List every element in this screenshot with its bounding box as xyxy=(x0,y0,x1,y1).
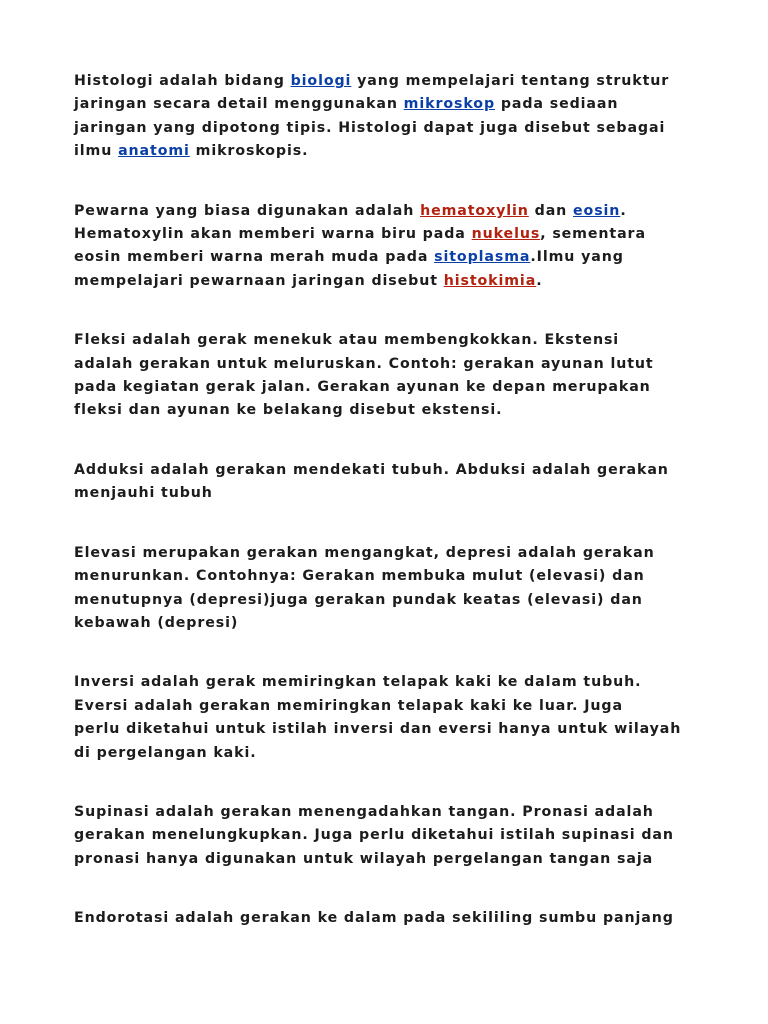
paragraph-endorotasi xyxy=(74,907,704,930)
paragraph-gap xyxy=(74,164,704,200)
text-line: Adduksi adalah gerakan mendekati tubuh. Abduksi adalah gerakan xyxy=(74,461,669,478)
text-span: . xyxy=(620,202,627,219)
text-line: gerakan menelungkupkan. Juga perlu diketahui istilah supinasi dan xyxy=(74,827,674,844)
text-line: Fleksi adalah gerak menekuk atau membengkokkan. Ekstensi xyxy=(74,332,620,349)
text-span: eosin memberi warna merah muda pada xyxy=(74,249,435,266)
paragraph-pewarna xyxy=(74,200,704,294)
text-span: mempelajari pewarnaan jaringan disebut xyxy=(74,272,444,289)
text-line: jaringan yang dipotong tipis. Histologi dapat juga disebut sebagai xyxy=(74,119,666,136)
text-line xyxy=(74,140,704,163)
text-span: dan xyxy=(528,202,574,219)
text-line xyxy=(74,200,704,223)
paragraph-supinasi xyxy=(74,801,704,871)
text-span: pada sediaan xyxy=(495,96,619,113)
paragraph-gap xyxy=(74,635,704,671)
link-histokimia[interactable]: histokimia xyxy=(443,272,537,289)
paragraph-elevasi xyxy=(74,542,704,636)
paragraph-adduksi xyxy=(74,459,704,506)
paragraph-gap xyxy=(74,293,704,329)
text-span: .Ilmu yang xyxy=(530,249,624,266)
text-line: perlu diketahui untuk istilah inversi dan eversi hanya untuk wilayah xyxy=(74,721,682,738)
paragraph-gap xyxy=(74,506,704,542)
paragraph-fleksi xyxy=(74,329,704,423)
text-span: , sementara xyxy=(540,226,646,243)
text-span: Histologi adalah bidang xyxy=(74,73,291,89)
link-hematoxylin[interactable]: hematoxylin xyxy=(420,202,529,219)
paragraph-gap xyxy=(74,871,704,907)
text-line: Eversi adalah gerakan memiringkan telapak kaki ke luar. Juga xyxy=(74,697,623,714)
text-line: menurunkan. Contohnya: Gerakan membuka mulut (elevasi) dan xyxy=(74,568,645,585)
text-line xyxy=(74,246,704,269)
text-span: yang mempelajari tentang struktur xyxy=(351,73,670,89)
text-span: Pewarna yang biasa digunakan adalah xyxy=(74,202,421,219)
text-line: Endorotasi adalah gerakan ke dalam pada sekililing sumbu panjang xyxy=(74,910,674,927)
paragraph-histologi xyxy=(74,70,704,164)
paragraph-gap xyxy=(74,765,704,801)
text-line: Elevasi merupakan gerakan mengangkat, depresi adalah gerakan xyxy=(74,544,655,561)
link-nukelus[interactable]: nukelus xyxy=(471,226,541,243)
document-page xyxy=(74,70,704,931)
link-eosin[interactable]: eosin xyxy=(573,202,621,219)
text-line: di pergelangan kaki. xyxy=(74,744,257,761)
text-line xyxy=(74,270,704,293)
text-line: Inversi adalah gerak memiringkan telapak kaki ke dalam tubuh. xyxy=(74,674,642,691)
text-line: kebawah (depresi) xyxy=(74,614,239,631)
text-line: adalah gerakan untuk meluruskan. Contoh: gerakan ayunan lutut xyxy=(74,355,654,372)
text-span: ilmu xyxy=(74,143,119,160)
text-span: mikroskopis. xyxy=(189,143,309,160)
link-anatomi[interactable]: anatomi xyxy=(118,143,190,160)
text-span: jaringan secara detail menggunakan xyxy=(74,96,404,113)
text-line: fleksi dan ayunan ke belakang disebut ekstensi. xyxy=(74,402,503,419)
text-line: Supinasi adalah gerakan menengadahkan tangan. Pronasi adalah xyxy=(74,803,654,820)
paragraph-inversi xyxy=(74,671,704,765)
link-mikroskop[interactable]: mikroskop xyxy=(403,96,495,113)
text-span: Hematoxylin akan memberi warna biru pada xyxy=(74,226,472,243)
text-line: pada kegiatan gerak jalan. Gerakan ayunan ke depan merupakan xyxy=(74,379,651,396)
text-line xyxy=(74,70,704,93)
text-line xyxy=(74,93,704,116)
text-line: menutupnya (depresi)juga gerakan pundak keatas (elevasi) dan xyxy=(74,591,643,608)
text-line xyxy=(74,223,704,246)
link-sitoplasma[interactable]: sitoplasma xyxy=(434,249,531,266)
text-line: pronasi hanya digunakan untuk wilayah pergelangan tangan saja xyxy=(74,850,654,867)
paragraph-gap xyxy=(74,423,704,459)
text-span: . xyxy=(536,272,543,289)
text-line: menjauhi tubuh xyxy=(74,485,213,502)
link-biologi[interactable]: biologi xyxy=(290,73,352,89)
